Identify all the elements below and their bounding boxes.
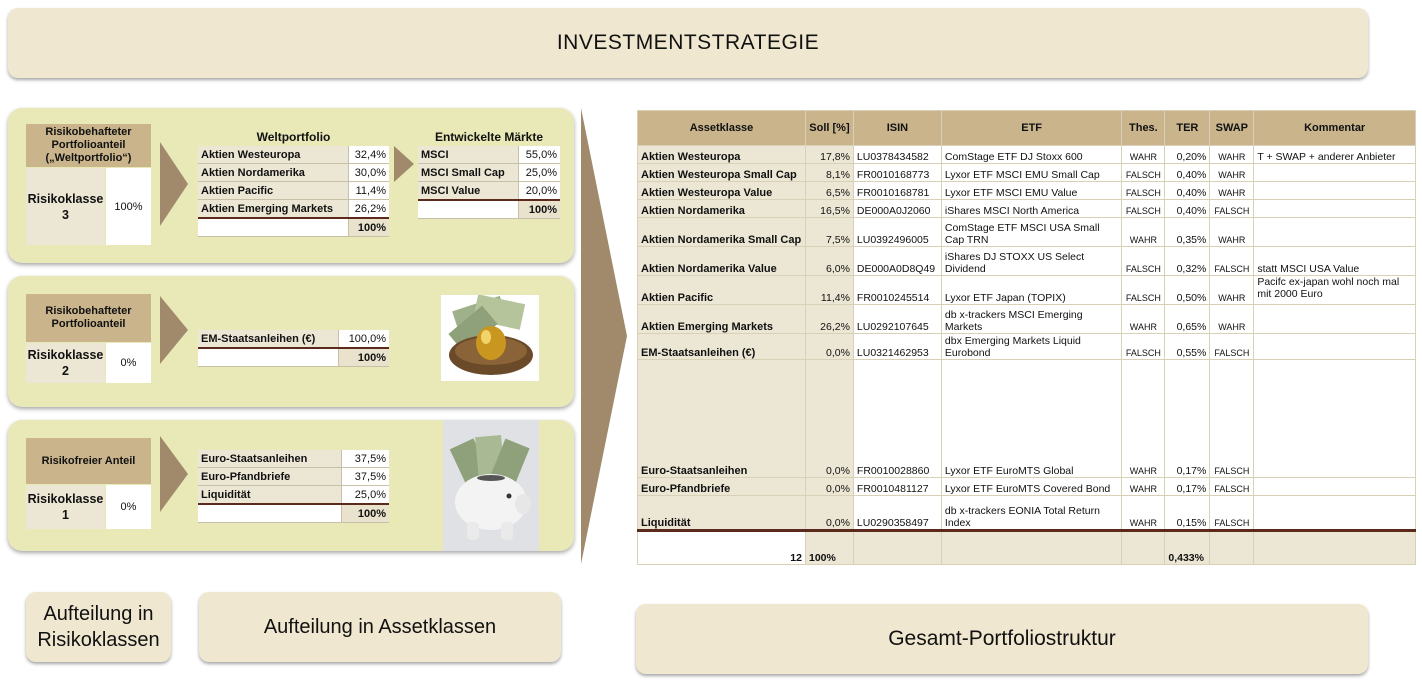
- row-name: Aktien Westeuropa: [198, 146, 348, 164]
- row-value: 55,0%: [518, 146, 560, 164]
- table-row: [638, 334, 1416, 360]
- cell-swap: WAHR: [1210, 182, 1254, 200]
- cell-soll: 8,1%: [805, 164, 853, 182]
- row-value: 30,0%: [348, 164, 389, 182]
- cell-isin: FR0010168781: [853, 182, 941, 200]
- total-count: 12: [638, 531, 806, 565]
- cell-soll: 0,0%: [805, 334, 853, 360]
- cell-isin: LU0378434582: [853, 146, 941, 164]
- cell-etf: Lyxor ETF MSCI EMU Small Cap: [941, 164, 1121, 182]
- label-assetklassen: Aufteilung in Assetklassen: [199, 592, 561, 662]
- table-row: [418, 182, 560, 201]
- arrow-icon: [160, 142, 188, 226]
- nest-with-dollars-and-golden-egg-image: [441, 295, 539, 381]
- table-row: [638, 146, 1416, 164]
- cell-thes: WAHR: [1122, 496, 1165, 531]
- cell-thes: FALSCH: [1122, 164, 1165, 182]
- cell-ter: 0,35%: [1165, 218, 1210, 247]
- cell-soll: 0,0%: [805, 496, 853, 531]
- panel-risikoklasse-1: [8, 420, 574, 551]
- table-row: [198, 182, 389, 200]
- cell-etf: Lyxor ETF MSCI EMU Value: [941, 182, 1121, 200]
- table-row: [638, 496, 1416, 531]
- cell-kommentar: Pacifc ex-japan wohl noch mal mit 2000 Euro: [1254, 276, 1416, 305]
- total-value: 100%: [518, 200, 560, 219]
- portfolio-table: [637, 110, 1416, 565]
- cell-ter: 0,40%: [1165, 182, 1210, 200]
- cell-thes: FALSCH: [1122, 200, 1165, 218]
- cell-ter: 0,20%: [1165, 146, 1210, 164]
- cell-thes: WAHR: [1122, 305, 1165, 334]
- cell-isin: DE000A0J2060: [853, 200, 941, 218]
- cell-swap: WAHR: [1210, 305, 1254, 334]
- total-value: 100%: [338, 348, 389, 367]
- table-row: [198, 330, 389, 348]
- table-row: [198, 450, 389, 468]
- cell-thes: WAHR: [1122, 218, 1165, 247]
- risikofrei-table: [198, 450, 389, 523]
- cell-assetklasse: Aktien Nordamerika Value: [638, 247, 806, 276]
- cell-swap: FALSCH: [1210, 360, 1254, 478]
- cell-thes: WAHR: [1122, 146, 1165, 164]
- cell-kommentar: [1254, 200, 1416, 218]
- cell-soll: 6,5%: [805, 182, 853, 200]
- cell-kommentar: T + SWAP + anderer Anbieter: [1254, 146, 1416, 164]
- cell-kommentar: [1254, 478, 1416, 496]
- cell-soll: 0,0%: [805, 478, 853, 496]
- risk-class-label: Risikoklasse 2: [26, 343, 105, 383]
- table-row: [198, 164, 389, 182]
- risk-class-percent: 0%: [106, 343, 151, 383]
- row-value: 25,0%: [518, 164, 560, 182]
- arrow-icon: [581, 108, 627, 564]
- row-name: Euro-Staatsanleihen: [198, 450, 341, 468]
- column-header: ISIN: [853, 111, 941, 146]
- cell-kommentar: statt MSCI USA Value: [1254, 247, 1416, 276]
- piggy-bank-with-dollars-image: [443, 420, 539, 551]
- cell-ter: 0,17%: [1165, 360, 1210, 478]
- cell-isin: LU0290358497: [853, 496, 941, 531]
- cell-assetklasse: Aktien Nordamerika: [638, 200, 806, 218]
- cell-swap: WAHR: [1210, 164, 1254, 182]
- total-value: 100%: [341, 504, 389, 523]
- column-header: Assetklasse: [638, 111, 806, 146]
- cell-soll: 0,0%: [805, 360, 853, 478]
- table-total-row: [198, 218, 389, 237]
- table-row: [418, 164, 560, 182]
- risk-class-head: Risikobehafteter Portfolioanteil: [26, 294, 151, 342]
- table-total-row: [198, 504, 389, 523]
- table-row: [638, 164, 1416, 182]
- table-row: [198, 146, 389, 164]
- row-value: 37,5%: [341, 450, 389, 468]
- label-gesamt-portfoliostruktur: Gesamt-Portfoliostruktur: [636, 604, 1368, 674]
- row-name: Aktien Nordamerika: [198, 164, 348, 182]
- table-row: [638, 182, 1416, 200]
- cell-ter: 0,50%: [1165, 276, 1210, 305]
- cell-isin: LU0321462953: [853, 334, 941, 360]
- cell-ter: 0,65%: [1165, 305, 1210, 334]
- row-name: Aktien Pacific: [198, 182, 348, 200]
- table-row: [638, 247, 1416, 276]
- cell-isin: FR0010028860: [853, 360, 941, 478]
- cell-assetklasse: Aktien Westeuropa Small Cap: [638, 164, 806, 182]
- cell-soll: 17,8%: [805, 146, 853, 164]
- cell-etf: Lyxor ETF EuroMTS Global: [941, 360, 1121, 478]
- cell-kommentar: [1254, 182, 1416, 200]
- page-title: INVESTMENTSTRATEGIE: [8, 8, 1368, 78]
- cell-etf: Lyxor ETF EuroMTS Covered Bond: [941, 478, 1121, 496]
- cell-soll: 7,5%: [805, 218, 853, 247]
- risk-class-label: Risikoklasse 3: [26, 168, 105, 245]
- cell-isin: FR0010481127: [853, 478, 941, 496]
- cell-soll: 6,0%: [805, 247, 853, 276]
- cell-swap: WAHR: [1210, 146, 1254, 164]
- row-name: MSCI Small Cap: [418, 164, 518, 182]
- weltportfolio-title: Weltportfolio: [256, 130, 331, 144]
- cell-swap: FALSCH: [1210, 200, 1254, 218]
- panel-risikoklasse-3: [8, 108, 574, 263]
- cell-etf: iShares MSCI North America: [941, 200, 1121, 218]
- cell-ter: 0,17%: [1165, 478, 1210, 496]
- cell-soll: 11,4%: [805, 276, 853, 305]
- cell-kommentar: [1254, 360, 1416, 478]
- cell-kommentar: [1254, 334, 1416, 360]
- cell-assetklasse: EM-Staatsanleihen (€): [638, 334, 806, 360]
- column-header: ETF: [941, 111, 1121, 146]
- total-value: 100%: [348, 218, 389, 237]
- row-name: Euro-Pfandbriefe: [198, 468, 341, 486]
- table-row: [198, 486, 389, 505]
- cell-assetklasse: Aktien Emerging Markets: [638, 305, 806, 334]
- table-row: [638, 305, 1416, 334]
- row-value: 37,5%: [341, 468, 389, 486]
- row-name: MSCI: [418, 146, 518, 164]
- cell-thes: WAHR: [1122, 360, 1165, 478]
- cell-swap: FALSCH: [1210, 247, 1254, 276]
- cell-kommentar: [1254, 496, 1416, 531]
- cell-thes: FALSCH: [1122, 276, 1165, 305]
- cell-isin: FR0010245514: [853, 276, 941, 305]
- entwickelte-maerkte-table: [418, 146, 560, 219]
- cell-ter: 0,40%: [1165, 164, 1210, 182]
- cell-assetklasse: Aktien Westeuropa Value: [638, 182, 806, 200]
- table-row: [638, 360, 1416, 478]
- cell-kommentar: [1254, 164, 1416, 182]
- risk-class-head: Risikobehafteter Portfolioanteil („Weltportfolio“): [26, 124, 151, 167]
- cell-kommentar: [1254, 218, 1416, 247]
- cell-ter: 0,40%: [1165, 200, 1210, 218]
- cell-isin: LU0392496005: [853, 218, 941, 247]
- total-soll: 100%: [805, 531, 853, 565]
- cell-soll: 26,2%: [805, 305, 853, 334]
- table-row: [638, 218, 1416, 247]
- table-row: [638, 276, 1416, 305]
- cell-swap: FALSCH: [1210, 478, 1254, 496]
- row-name: Aktien Emerging Markets: [198, 200, 348, 219]
- entwickelte-maerkte-title: Entwickelte Märkte: [434, 130, 544, 144]
- label-risikoklassen: Aufteilung in Risikoklassen: [26, 592, 171, 662]
- cell-assetklasse: Euro-Pfandbriefe: [638, 478, 806, 496]
- panel-risikoklasse-2: [8, 276, 574, 407]
- row-value: 26,2%: [348, 200, 389, 219]
- cell-swap: WAHR: [1210, 276, 1254, 305]
- cell-swap: FALSCH: [1210, 496, 1254, 531]
- table-row: [638, 200, 1416, 218]
- cell-ter: 0,15%: [1165, 496, 1210, 531]
- cell-etf: iShares DJ STOXX US Select Dividend: [941, 247, 1121, 276]
- column-header: Thes.: [1122, 111, 1165, 146]
- arrow-icon: [160, 436, 188, 512]
- cell-etf: dbx Emerging Markets Liquid Eurobond: [941, 334, 1121, 360]
- row-value: 100,0%: [338, 330, 389, 348]
- cell-assetklasse: Liquidität: [638, 496, 806, 531]
- risk-class-label: Risikoklasse 1: [26, 485, 105, 529]
- table-total-row: [418, 200, 560, 219]
- row-name: MSCI Value: [418, 182, 518, 201]
- cell-assetklasse: Aktien Nordamerika Small Cap: [638, 218, 806, 247]
- cell-etf: db x-trackers MSCI Emerging Markets: [941, 305, 1121, 334]
- cell-assetklasse: Aktien Pacific: [638, 276, 806, 305]
- table-total-row: [638, 531, 1416, 565]
- column-header: Soll [%]: [805, 111, 853, 146]
- table-row: [638, 478, 1416, 496]
- cell-soll: 16,5%: [805, 200, 853, 218]
- cell-thes: FALSCH: [1122, 334, 1165, 360]
- cell-thes: FALSCH: [1122, 182, 1165, 200]
- cell-isin: FR0010168773: [853, 164, 941, 182]
- arrow-icon: [394, 146, 414, 182]
- cell-kommentar: [1254, 305, 1416, 334]
- cell-thes: WAHR: [1122, 478, 1165, 496]
- column-header: Kommentar: [1254, 111, 1416, 146]
- total-ter: 0,433%: [1165, 531, 1210, 565]
- column-header: SWAP: [1210, 111, 1254, 146]
- cell-thes: FALSCH: [1122, 247, 1165, 276]
- column-header: TER: [1165, 111, 1210, 146]
- cell-etf: db x-trackers EONIA Total Return Index: [941, 496, 1121, 531]
- cell-etf: Lyxor ETF Japan (TOPIX): [941, 276, 1121, 305]
- row-value: 32,4%: [348, 146, 389, 164]
- table-header-row: [638, 111, 1416, 146]
- risk-class-percent: 100%: [106, 168, 151, 245]
- table-total-row: [198, 348, 389, 367]
- cell-isin: LU0292107645: [853, 305, 941, 334]
- table-row: [198, 200, 389, 219]
- cell-etf: ComStage ETF DJ Stoxx 600: [941, 146, 1121, 164]
- row-name: EM-Staatsanleihen (€): [198, 330, 338, 348]
- row-value: 11,4%: [348, 182, 389, 200]
- row-value: 20,0%: [518, 182, 560, 201]
- table-row: [198, 468, 389, 486]
- em-staatsanleihen-table: [198, 330, 389, 367]
- arrow-icon: [160, 296, 188, 364]
- cell-ter: 0,55%: [1165, 334, 1210, 360]
- cell-assetklasse: Euro-Staatsanleihen: [638, 360, 806, 478]
- cell-ter: 0,32%: [1165, 247, 1210, 276]
- cell-etf: ComStage ETF MSCI USA Small Cap TRN: [941, 218, 1121, 247]
- weltportfolio-table: [198, 146, 389, 237]
- cell-swap: FALSCH: [1210, 334, 1254, 360]
- table-row: [418, 146, 560, 164]
- cell-isin: DE000A0D8Q49: [853, 247, 941, 276]
- row-name: Liquidität: [198, 486, 341, 505]
- row-value: 25,0%: [341, 486, 389, 505]
- risk-class-percent: 0%: [106, 485, 151, 529]
- risk-class-head: Risikofreier Anteil: [26, 438, 151, 484]
- cell-swap: WAHR: [1210, 218, 1254, 247]
- cell-assetklasse: Aktien Westeuropa: [638, 146, 806, 164]
